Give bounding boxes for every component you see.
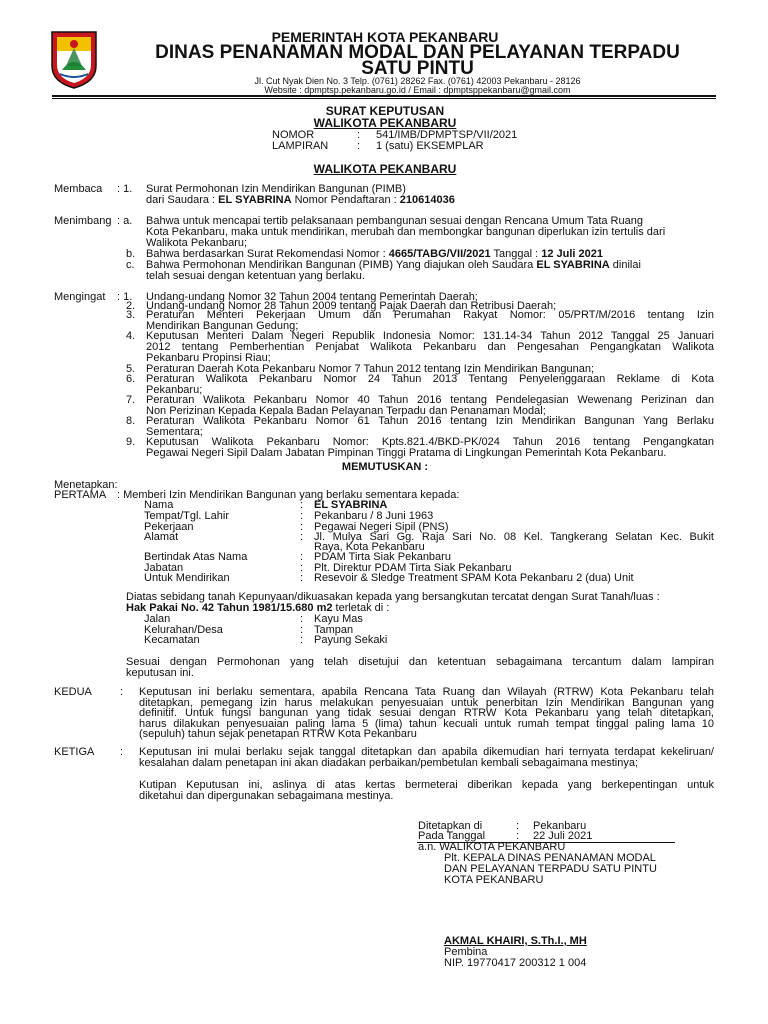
membaca-line2-pre: dari Saudara :: [146, 194, 216, 206]
mengingat-item-number: 3.: [126, 309, 136, 321]
kedua-line: Keputusan ini berlaku sementara, apabila Rencana Tata Ruang dan Wilayah (RTRW) Kota Pekanbaru telah: [139, 686, 714, 698]
membaca-line2-mid: Nomor Pendaftaran :: [294, 194, 397, 206]
menimbang-a-num: : a.: [117, 215, 133, 227]
recipient-field-label: Pekerjaan: [144, 521, 194, 533]
mengingat-item-number: 6.: [126, 373, 136, 385]
kedua-line: definitif. Untuk fungsi bangunan yang tidak sesuai dengan RTRW Kota Pekanbaru yang telah ditetapkan,: [139, 707, 714, 719]
recipient-field-value: Plt. Direktur PDAM Tirta Siak Pekanbaru: [314, 562, 512, 574]
recipient-field-value: Pekanbaru / 8 Juni 1963: [314, 510, 434, 522]
applicant-name: EL SYABRINA: [218, 194, 292, 206]
recipient-field-value-cont: Raya, Kota Pekanbaru: [314, 541, 425, 553]
land-title-number: Hak Pakai No. 42 Tahun 1981/15.680 m2: [126, 602, 333, 614]
signatory-role-line1: Plt. KEPALA DINAS PENANAMAN MODAL: [444, 852, 656, 864]
mengingat-item-line: Peraturan Walikota Pekanbaru Nomor 40 Tahun 2016 tentang Pendelegasian Wewenang Perizinan dan: [146, 394, 714, 406]
kutipan-line: diketahui dan dipergunakan sebagaimana mestinya.: [139, 790, 394, 802]
field-separator: :: [300, 499, 304, 511]
menimbang-b-pre: Bahwa berdasarkan Surat Rekomendasi Nomor :: [146, 248, 386, 260]
government-name: PEMERINTAH KOTA PEKANBARU: [271, 29, 499, 45]
mengingat-item-line: Keputusan Menteri Dalam Negeri Republik Indonesia Nomor: 131.14-34 Tahun 2012 Tanggal 25 Januari: [146, 330, 714, 342]
signatory-role-line3: KOTA PEKANBARU: [444, 874, 544, 886]
membaca-line2: [146, 194, 455, 206]
field-separator: :: [300, 551, 304, 563]
ditetapkan-label: Ditetapkan di: [418, 820, 483, 832]
menimbang-c-pre: Bahwa Permohonan Mendirikan Bangunan (PIMB) Yang diajukan oleh Saudara: [146, 259, 534, 271]
mengingat-item-number: 7.: [126, 394, 136, 406]
recommendation-number: 4665/TABG/VII/2021: [388, 248, 491, 260]
mengingat-label: Mengingat: [54, 291, 106, 303]
lampiran-value: 1 (satu) EKSEMPLAR: [376, 140, 484, 152]
recipient-field-value: Resevoir & Sledge Treatment SPAM Kota Pekanbaru 2 (dua) Unit: [314, 572, 634, 584]
signatory-rank: Pembina: [444, 946, 488, 958]
mengingat-item-line: Non Perizinan Kepada Kepala Badan Pelayanan Terpadu dan Penanaman Modal;: [146, 405, 546, 417]
signatory-name: AKMAL KHAIRI, S.Th.I., MH: [444, 935, 587, 947]
kedua-line: harus dilakukan penyesuaian paling lama 5 (lima) tahun kecuali untuk rumah tempat tinggal paling lama 10: [139, 717, 714, 730]
mengingat-item-number: 5.: [126, 363, 136, 375]
mengingat-item-line: Undang-undang Nomor 28 Tahun 2009 tentang Pajak Daerah dan Retribusi Daerah;: [146, 300, 557, 312]
mengingat-item-line: Pegawai Negeri Sipil Dalam Jabatan Pimpinan Tinggi Pratama di Lingkungan Pemerintah Kota Pekanbaru.: [146, 447, 667, 459]
agency-name-line2: SATU PINTU: [361, 58, 474, 79]
decree-issuer: WALIKOTA PEKANBARU: [313, 116, 457, 130]
kedua-line: ditetapkan, pemegang izin harus melakukan penyesuaian untuk penerbitan Izin Mendirikan Bangunan yang: [139, 696, 714, 709]
recipient-field-label: Nama: [144, 499, 174, 511]
recipient-field-label: Alamat: [144, 531, 179, 543]
nomor-value: 541/IMB/DPMPTSP/VII/2021: [376, 129, 518, 141]
applicant-name: EL SYABRINA: [536, 259, 610, 271]
agency-name-line1: DINAS PENANAMAN MODAL DAN PELAYANAN TERPADU: [155, 42, 680, 63]
mengingat-item-line: Pekanbaru;: [146, 384, 203, 396]
tanggal-separator: :: [516, 830, 520, 842]
tanggal-label: Pada Tanggal: [418, 830, 486, 842]
kutipan-line: Kutipan Keputusan ini, aslinya di atas kertas bermeterai diberikan kepada yang berkepentingan untuk: [139, 779, 714, 791]
membaca-line1: Surat Permohonan Izin Mendirikan Bangunan (PIMB): [146, 183, 406, 195]
pertama-closing-line1: Sesuai dengan Permohonan yang telah disetujui dan ketentuan sebagaimana tercantum dalam lampiran: [126, 656, 714, 668]
recipient-field-label: Untuk Mendirikan: [144, 572, 230, 584]
authority-heading: WALIKOTA PEKANBARU: [313, 162, 457, 176]
recommendation-date: 12 Juli 2021: [541, 248, 604, 260]
letterhead-rule-thick: [52, 95, 716, 97]
membaca-number: : 1.: [117, 183, 133, 195]
ditetapkan-value: Pekanbaru: [533, 820, 587, 832]
mengingat-item-line: Mendirikan Bangunan Gedung;: [146, 320, 299, 332]
menimbang-a-line: Walikota Pekanbaru;: [146, 237, 248, 249]
field-separator: :: [300, 572, 304, 584]
location-field-value: Kayu Mas: [314, 613, 363, 625]
mengingat-item-line: Pekanbaru Propinsi Riau;: [146, 352, 271, 364]
mengingat-item-number: 2.: [126, 300, 136, 312]
location-field-label: Kelurahan/Desa: [144, 624, 223, 636]
signatory-nip: NIP. 19770417 200312 1 004: [444, 957, 587, 969]
mengingat-item-number: 9.: [126, 436, 136, 448]
recipient-field-label: Tempat/Tgl. Lahir: [144, 510, 229, 522]
registration-number: 210614036: [399, 194, 455, 206]
city-emblem-logo: [50, 30, 98, 90]
mengingat-item-number: 4.: [126, 330, 136, 342]
field-separator: :: [300, 531, 304, 543]
signatory-on-behalf: a.n. WALIKOTA PEKANBARU: [418, 841, 566, 853]
letterhead-rule-thin: [52, 98, 716, 99]
field-separator: :: [300, 510, 304, 522]
nomor-label: NOMOR: [272, 129, 315, 141]
mengingat-item-number: : 1.: [117, 291, 133, 303]
menimbang-label: Menimbang: [54, 215, 112, 227]
memutuskan-heading: MEMUTUSKAN :: [341, 461, 429, 473]
recipient-field-value: Jl. Mulya Sari Gg. Raja Sari No. 08 Kel. Tangkerang Selatan Kec. Bukit: [314, 531, 714, 543]
field-separator: :: [300, 634, 304, 646]
membaca-label: Membaca: [54, 183, 103, 195]
location-field-label: Jalan: [144, 613, 171, 625]
lampiran-label: LAMPIRAN: [272, 140, 329, 152]
decree-title: SURAT KEPUTUSAN: [325, 104, 445, 118]
kedua-label: KEDUA: [54, 686, 92, 698]
menimbang-c-post: dinilai: [612, 259, 641, 271]
pertama-closing-line2: keputusan ini.: [126, 667, 194, 679]
field-separator: :: [300, 624, 304, 636]
menimbang-c-line2: telah sesuai dengan ketentuan yang berlaku.: [146, 270, 365, 282]
menimbang-b-num: b.: [126, 248, 136, 260]
ditetapkan-separator: :: [516, 820, 520, 832]
lampiran-separator: :: [357, 140, 361, 152]
mengingat-item-line: Peraturan Menteri Pekerjaan Umum dan Perumahan Rakyat Nomor: 05/PRT/M/2016 tentang Izin: [146, 309, 714, 321]
recipient-field-value: EL SYABRINA: [314, 499, 388, 511]
menetapkan-label: Menetapkan:: [54, 479, 118, 491]
mengingat-item-line: Peraturan Walikota Pekanbaru Nomor 61 Tahun 2016 tentang Izin Mendirikan Bangunan Yang Berlaku: [146, 415, 714, 427]
signatory-role-line2: DAN PELAYANAN TERPADU SATU PINTU: [444, 863, 657, 875]
menimbang-b-mid: Tanggal :: [493, 248, 539, 260]
mengingat-item-line: Keputusan Walikota Pekanbaru Nomor: Kpts.821.4/BKD-PK/024 Tahun 2016 tentang Pengangkatan: [146, 436, 714, 448]
field-separator: :: [300, 613, 304, 625]
recipient-field-label: Jabatan: [144, 562, 184, 574]
agency-website: Website : dpmptsp.pekanbaru.go.id / Email : dpmptsppekanbaru@gmail.com: [264, 85, 571, 95]
agency-address: Jl. Cut Nyak Dien No. 3 Telp. (0761) 28262 Fax. (0761) 42003 Pekanbaru - 28126: [254, 76, 581, 86]
mengingat-item-line: 2012 tentang Pemberhentian Penjabat Walikota Pekanbaru dan Pengesahan Pengangkatan Walikota: [146, 341, 714, 353]
mengingat-item-line: Undang-undang Nomor 32 Tahun 2004 tentang Pemerintah Daerah;: [146, 291, 478, 303]
mengingat-item-line: Sementara;: [146, 426, 203, 438]
field-separator: :: [300, 562, 304, 574]
recipient-field-value: PDAM Tirta Siak Pekanbaru: [314, 551, 451, 563]
menimbang-c-num: c.: [126, 259, 135, 271]
pertama-label: PERTAMA: [54, 489, 107, 501]
nomor-separator: :: [357, 129, 361, 141]
tanggal-value: 22 Juli 2021: [533, 830, 593, 842]
menimbang-a-line: Bahwa untuk mencapai tertib pelaksanaan pembangunan sesuai dengan Rencana Umum Tata Ruang: [146, 215, 643, 227]
pertama-intro: : Memberi Izin Mendirikan Bangunan yang berlaku sementara kepada:: [117, 489, 460, 501]
land-description-line1: Diatas sebidang tanah Kepunyaan/dikuasakan kepada yang bersangkutan tercatat dengan Surat Tanah/luas :: [126, 591, 660, 603]
location-field-value: Payung Sekaki: [314, 634, 388, 646]
recipient-field-label: Bertindak Atas Nama: [144, 551, 248, 563]
location-field-label: Kecamatan: [144, 634, 200, 646]
kedua-line: (sepuluh) tahun sejak penetapan RTRW Kota Pekanbaru: [139, 728, 417, 740]
mengingat-item-line: Peraturan Daerah Kota Pekanbaru Nomor 7 Tahun 2012 tentang Izin Mendirikan Bangunan;: [146, 363, 595, 375]
recipient-field-value: Pegawai Negeri Sipil (PNS): [314, 521, 449, 533]
field-separator: :: [300, 521, 304, 533]
ketiga-line: kesalahan dalam penetapan ini akan diadakan perbaikan/pembetulan kembali sebagaimana mestinya;: [139, 756, 639, 769]
mengingat-item-line: Peraturan Walikota Pekanbaru Nomor 24 Tahun 2013 Tentang Penyelenggaraan Reklame di Kota: [146, 373, 714, 385]
ketiga-separator: :: [120, 746, 124, 758]
location-field-value: Tampan: [314, 624, 354, 636]
land-description-post: terletak di :: [335, 602, 390, 614]
menimbang-a-line: Kota Pekanbaru, maka untuk mendirikan, merubah dan membongkar bangunan diperlukan izin tertulis dari: [146, 226, 666, 238]
kedua-separator: :: [120, 686, 124, 698]
ketiga-line: Keputusan ini mulai berlaku sejak tanggal ditetapkan dan apabila dikemudian hari ternyata terdapat kekeliruan/: [139, 746, 714, 758]
ketiga-label: KETIGA: [54, 746, 95, 758]
mengingat-item-number: 8.: [126, 415, 136, 427]
